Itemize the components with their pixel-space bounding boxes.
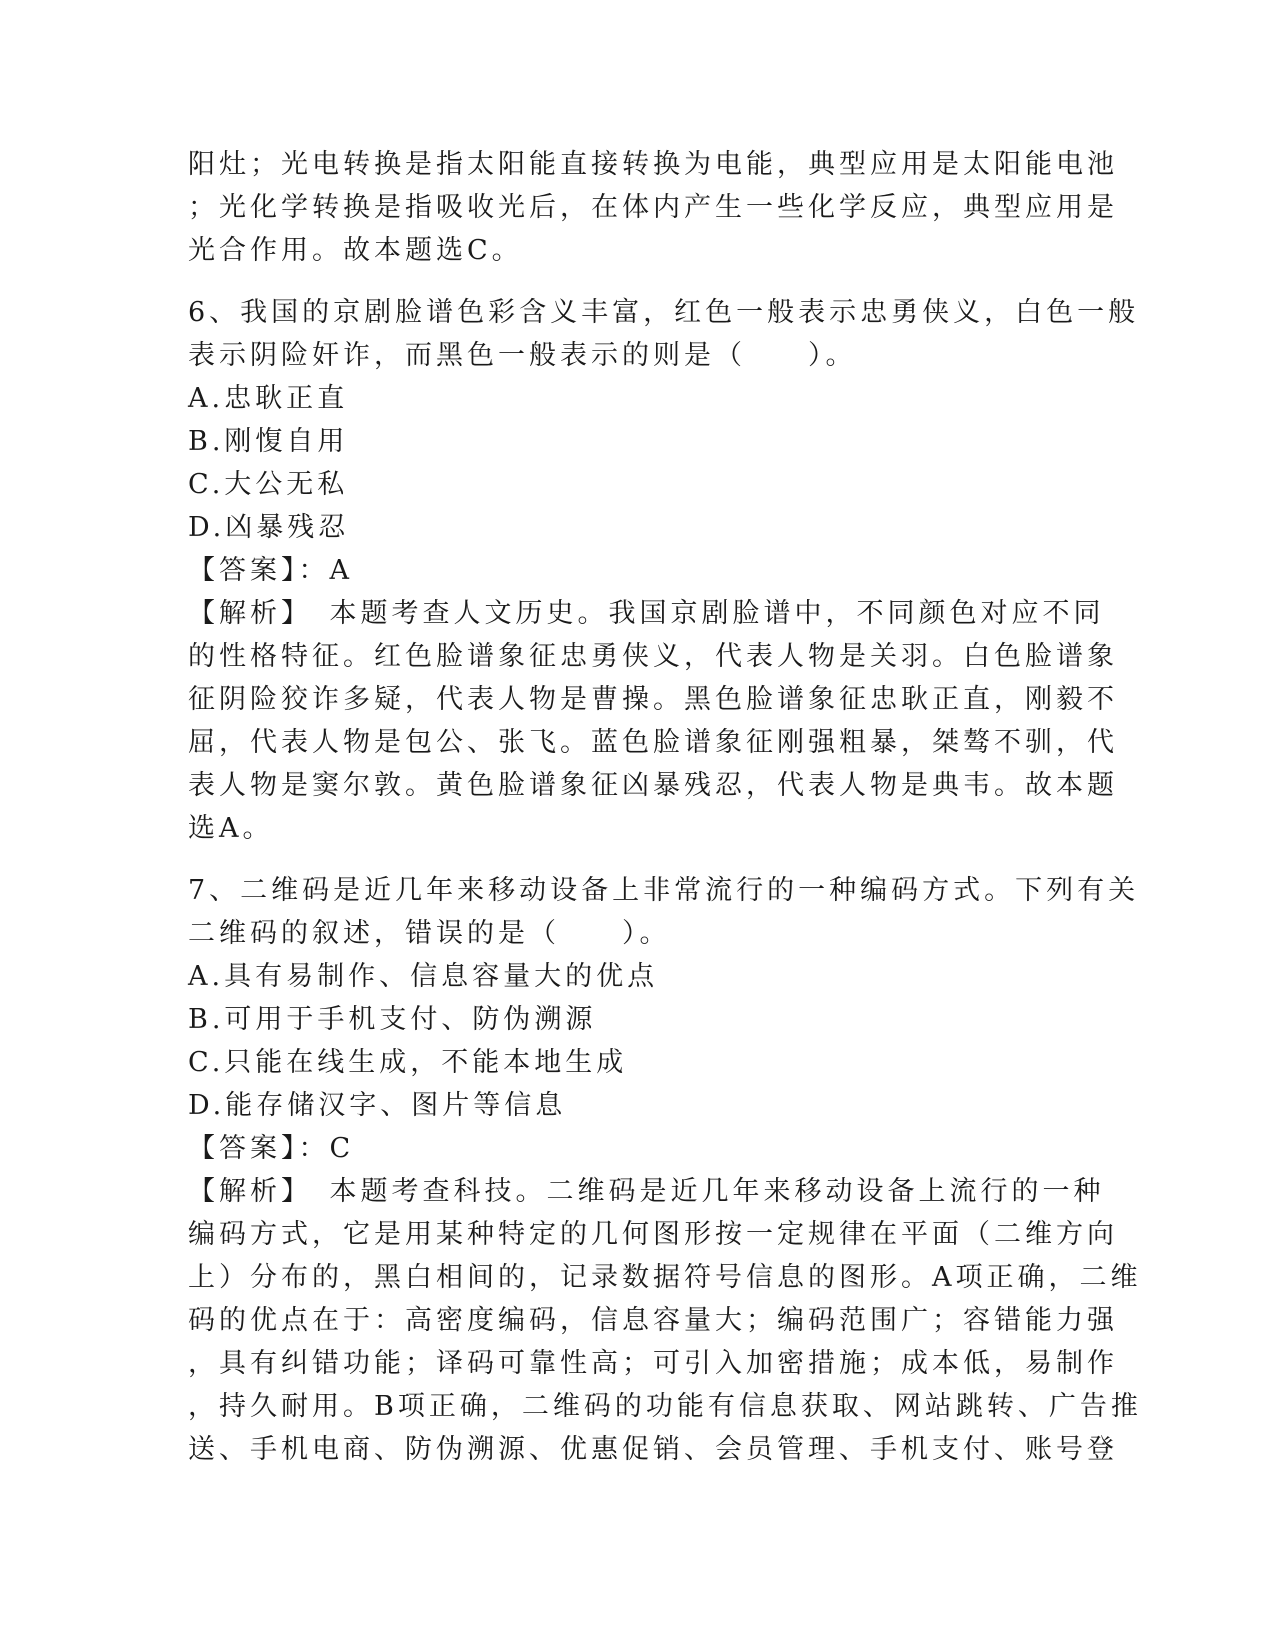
option-b: B.可用于手机支付、防伪溯源 bbox=[188, 1004, 597, 1035]
option-a: A.忠耿正直 bbox=[188, 383, 349, 414]
analysis-line: 征阴险狡诈多疑，代表人物是曹操。黑色脸谱象征忠耿正直，刚毅不 bbox=[188, 684, 1118, 715]
option-d: D.能存储汉字、图片等信息 bbox=[188, 1090, 567, 1121]
analysis-line: ，持久耐用。B项正确，二维码的功能有信息获取、网站跳转、广告推 bbox=[188, 1391, 1142, 1422]
question-stem-line: 二维码的叙述，错误的是（ ）。 bbox=[188, 918, 671, 949]
option-a: A.具有易制作、信息容量大的优点 bbox=[188, 961, 659, 992]
analysis-line: ，具有纠错功能；译码可靠性高；可引入加密措施；成本低，易制作 bbox=[188, 1348, 1118, 1379]
analysis-line: 选A。 bbox=[188, 813, 274, 844]
answer-line: 【答案】：C bbox=[188, 1133, 355, 1164]
analysis-line: 屈，代表人物是包公、张飞。蓝色脸谱象征刚强粗暴，桀骜不驯，代 bbox=[188, 727, 1118, 758]
analysis-line: 【解析】 本题考查科技。二维码是近几年来移动设备上流行的一种 bbox=[188, 1176, 1105, 1207]
previous-analysis-continuation bbox=[188, 143, 1118, 272]
question-6 bbox=[188, 291, 1140, 850]
analysis-line: 编码方式，它是用某种特定的几何图形按一定规律在平面（二维方向 bbox=[188, 1219, 1118, 1250]
question-7 bbox=[188, 869, 1142, 1471]
option-c: C.只能在线生成，不能本地生成 bbox=[188, 1047, 628, 1078]
text-line: 光合作用。故本题选C。 bbox=[188, 235, 523, 266]
analysis-line: 【解析】 本题考查人文历史。我国京剧脸谱中，不同颜色对应不同 bbox=[188, 598, 1105, 629]
question-stem-line: 表示阴险奸诈，而黑色一般表示的则是（ ）。 bbox=[188, 340, 857, 371]
analysis-line: 送、手机电商、防伪溯源、优惠促销、会员管理、手机支付、账号登 bbox=[188, 1434, 1118, 1465]
analysis-line: 上）分布的，黑白相间的，记录数据符号信息的图形。A项正确，二维 bbox=[188, 1262, 1142, 1293]
analysis-line: 表人物是窦尔敦。黄色脸谱象征凶暴残忍，代表人物是典韦。故本题 bbox=[188, 770, 1118, 801]
option-d: D.凶暴残忍 bbox=[188, 512, 350, 543]
analysis-line: 码的优点在于：高密度编码，信息容量大；编码范围广；容错能力强 bbox=[188, 1305, 1118, 1336]
question-stem-line: 7、二维码是近几年来移动设备上非常流行的一种编码方式。下列有关 bbox=[188, 875, 1140, 906]
option-c: C.大公无私 bbox=[188, 469, 349, 500]
text-line: 阳灶；光电转换是指太阳能直接转换为电能，典型应用是太阳能电池 bbox=[188, 149, 1118, 180]
analysis-line: 的性格特征。红色脸谱象征忠勇侠义，代表人物是关羽。白色脸谱象 bbox=[188, 641, 1118, 672]
text-line: ；光化学转换是指吸收光后，在体内产生一些化学反应，典型应用是 bbox=[188, 192, 1118, 223]
option-b: B.刚愎自用 bbox=[188, 426, 349, 457]
question-stem-line: 6、我国的京剧脸谱色彩含义丰富，红色一般表示忠勇侠义，白色一般 bbox=[188, 297, 1140, 328]
document-page bbox=[188, 143, 1142, 1471]
answer-line: 【答案】：A bbox=[188, 555, 353, 586]
